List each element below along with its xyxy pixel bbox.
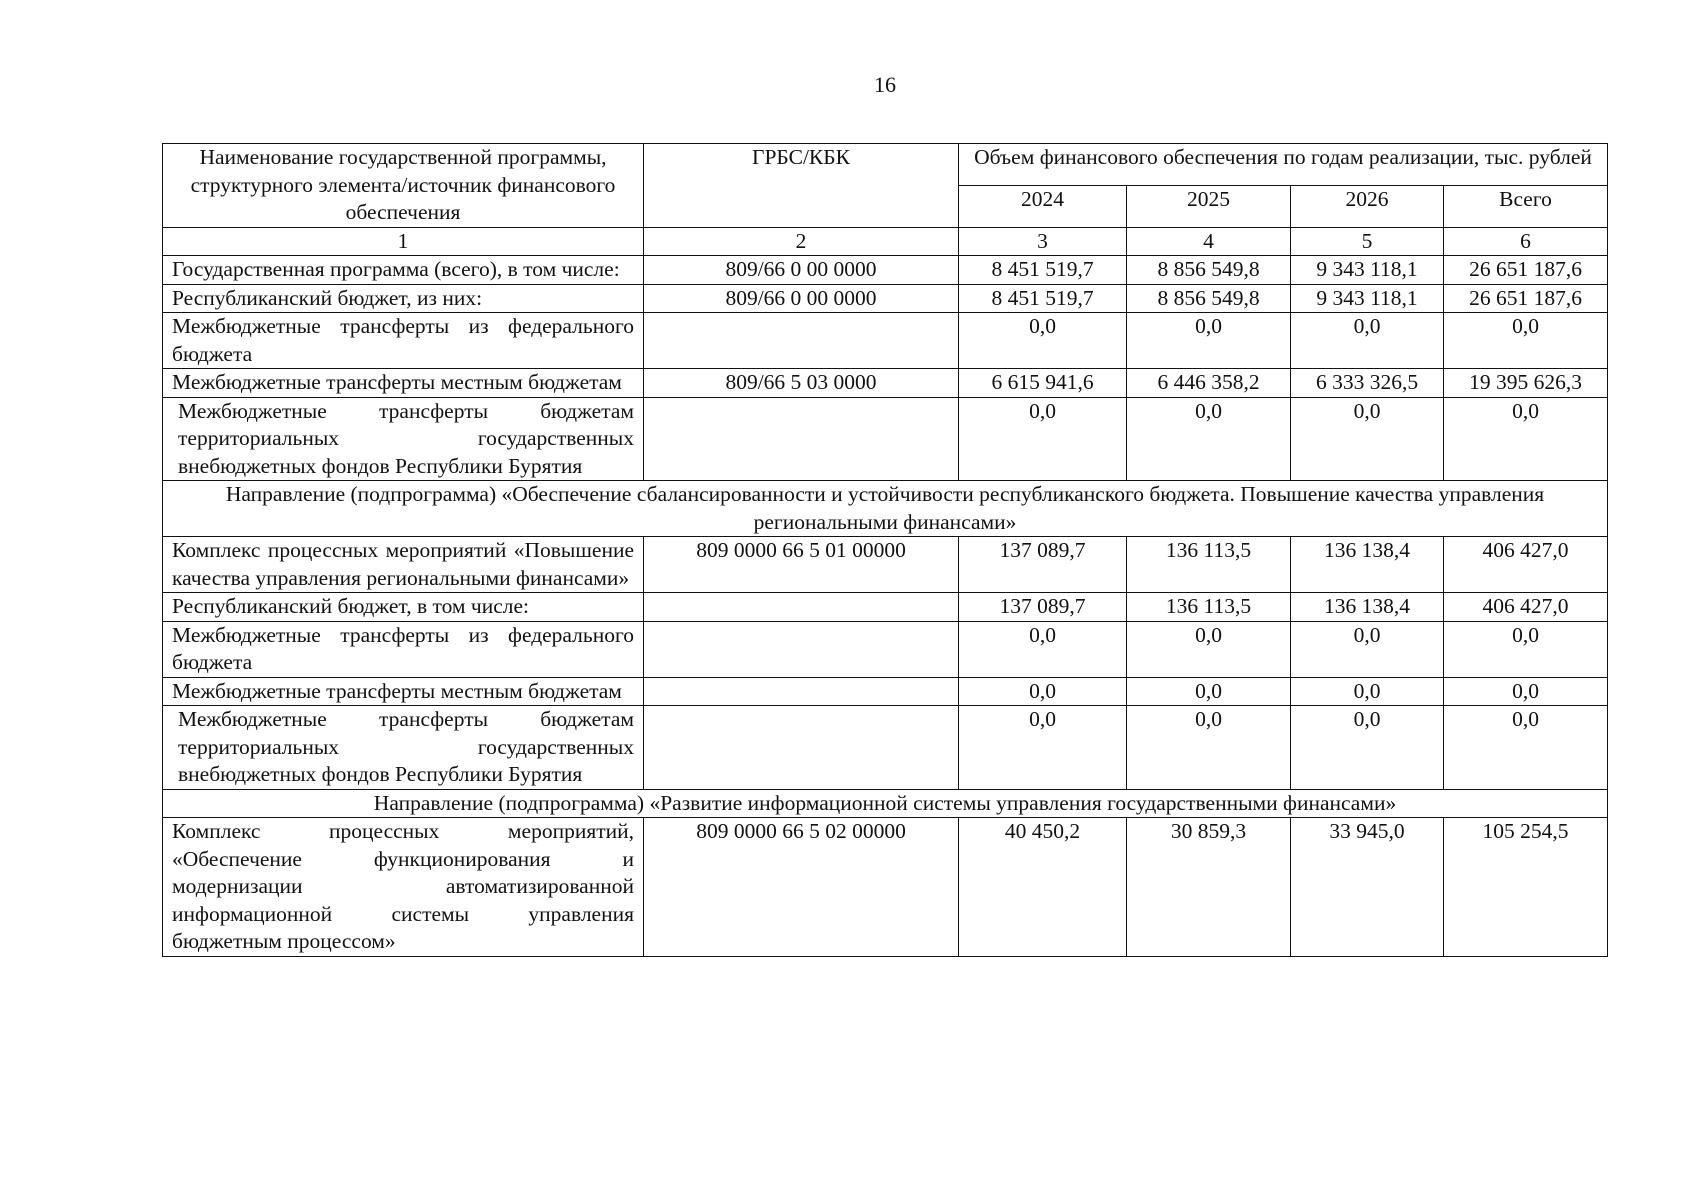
column-numbers-row	[163, 227, 1608, 256]
header-year-2025: 2025	[1127, 185, 1291, 227]
row-name: Межбюджетные трансферты из федерального бюджета	[163, 621, 644, 677]
value-total: 26 651 187,6	[1444, 256, 1608, 285]
table-row	[163, 313, 1608, 369]
value-total: 0,0	[1444, 677, 1608, 706]
table-row	[163, 256, 1608, 285]
value-total: 406 427,0	[1444, 593, 1608, 622]
value-2025: 0,0	[1127, 397, 1291, 481]
value-total: 406 427,0	[1444, 537, 1608, 593]
value-total: 0,0	[1444, 706, 1608, 790]
row-name: Комплекс процессных мероприятий, «Обеспечение функционирования и модернизации автоматизированной информационной системы управления бюджетным процессом»	[163, 818, 644, 957]
value-2024: 137 089,7	[959, 593, 1127, 622]
value-2025: 8 856 549,8	[1127, 256, 1291, 285]
row-name: Межбюджетные трансферты из федерального бюджета	[163, 313, 644, 369]
table-row	[163, 818, 1608, 957]
row-code	[644, 313, 959, 369]
value-total: 0,0	[1444, 397, 1608, 481]
page-number: 16	[874, 72, 896, 97]
section-row	[163, 789, 1608, 818]
row-code: 809/66 5 03 0000	[644, 369, 959, 398]
row-name: Республиканский бюджет, из них:	[163, 284, 644, 313]
row-name: Межбюджетные трансферты местным бюджетам	[163, 369, 644, 398]
value-2026: 9 343 118,1	[1291, 284, 1444, 313]
row-code: 809/66 0 00 0000	[644, 256, 959, 285]
table-body	[163, 144, 1608, 957]
value-2026: 0,0	[1291, 706, 1444, 790]
row-code: 809/66 0 00 0000	[644, 284, 959, 313]
value-2024: 0,0	[959, 313, 1127, 369]
value-2026: 136 138,4	[1291, 537, 1444, 593]
row-code: 809 0000 66 5 02 00000	[644, 818, 959, 957]
value-2025: 0,0	[1127, 706, 1291, 790]
col-number: 3	[959, 227, 1127, 256]
value-2024: 0,0	[959, 397, 1127, 481]
value-2025: 8 856 549,8	[1127, 284, 1291, 313]
value-2026: 33 945,0	[1291, 818, 1444, 957]
header-row	[163, 144, 1608, 186]
value-2024: 137 089,7	[959, 537, 1127, 593]
table-row	[163, 284, 1608, 313]
table-row	[163, 593, 1608, 622]
value-total: 26 651 187,6	[1444, 284, 1608, 313]
row-code	[644, 677, 959, 706]
value-total: 0,0	[1444, 313, 1608, 369]
value-2026: 0,0	[1291, 621, 1444, 677]
value-2024: 8 451 519,7	[959, 284, 1127, 313]
row-name: Республиканский бюджет, в том числе:	[163, 593, 644, 622]
row-name: Комплекс процессных мероприятий «Повышение качества управления региональными финансами»	[163, 537, 644, 593]
value-2025: 0,0	[1127, 621, 1291, 677]
value-2024: 0,0	[959, 706, 1127, 790]
row-code	[644, 621, 959, 677]
table-row	[163, 677, 1608, 706]
row-code	[644, 706, 959, 790]
col-number: 2	[644, 227, 959, 256]
table-row	[163, 621, 1608, 677]
header-year-2026: 2026	[1291, 185, 1444, 227]
value-total: 105 254,5	[1444, 818, 1608, 957]
value-total: 0,0	[1444, 621, 1608, 677]
row-name: Межбюджетные трансферты бюджетам территориальных государственных внебюджетных фондов Республики Бурятия	[163, 397, 644, 481]
value-2025: 136 113,5	[1127, 593, 1291, 622]
value-2025: 0,0	[1127, 677, 1291, 706]
value-2024: 6 615 941,6	[959, 369, 1127, 398]
value-2024: 0,0	[959, 677, 1127, 706]
col-number: 6	[1444, 227, 1608, 256]
value-2026: 9 343 118,1	[1291, 256, 1444, 285]
header-grbs: ГРБС/КБК	[644, 144, 959, 228]
header-year-2024: 2024	[959, 185, 1127, 227]
value-2024: 8 451 519,7	[959, 256, 1127, 285]
value-2026: 6 333 326,5	[1291, 369, 1444, 398]
table-row	[163, 537, 1608, 593]
col-number: 1	[163, 227, 644, 256]
value-2026: 0,0	[1291, 677, 1444, 706]
value-2024: 0,0	[959, 621, 1127, 677]
table-row	[163, 369, 1608, 398]
row-code	[644, 593, 959, 622]
header-name: Наименование государственной программы, структурного элемента/источник финансового обеспечения	[163, 144, 644, 228]
value-2025: 30 859,3	[1127, 818, 1291, 957]
row-code: 809 0000 66 5 01 00000	[644, 537, 959, 593]
value-2026: 136 138,4	[1291, 593, 1444, 622]
financing-table	[162, 143, 1608, 957]
value-2024: 40 450,2	[959, 818, 1127, 957]
value-2026: 0,0	[1291, 397, 1444, 481]
header-volume: Объем финансового обеспечения по годам реализации, тыс. рублей	[959, 144, 1608, 186]
table-row	[163, 397, 1608, 481]
row-name: Межбюджетные трансферты местным бюджетам	[163, 677, 644, 706]
row-name: Межбюджетные трансферты бюджетам территориальных государственных внебюджетных фондов Республики Бурятия	[163, 706, 644, 790]
value-2025: 0,0	[1127, 313, 1291, 369]
value-2026: 0,0	[1291, 313, 1444, 369]
table-row	[163, 706, 1608, 790]
section-title: Направление (подпрограмма) «Обеспечение сбалансированности и устойчивости республиканского бюджета. Повышение качества управления региональными финансами»	[163, 481, 1608, 537]
row-name: Государственная программа (всего), в том числе:	[163, 256, 644, 285]
section-title: Направление (подпрограмма) «Развитие информационной системы управления государственными финансами»	[163, 789, 1608, 818]
col-number: 4	[1127, 227, 1291, 256]
section-row	[163, 481, 1608, 537]
col-number: 5	[1291, 227, 1444, 256]
header-total: Всего	[1444, 185, 1608, 227]
value-total: 19 395 626,3	[1444, 369, 1608, 398]
value-2025: 136 113,5	[1127, 537, 1291, 593]
row-code	[644, 397, 959, 481]
value-2025: 6 446 358,2	[1127, 369, 1291, 398]
